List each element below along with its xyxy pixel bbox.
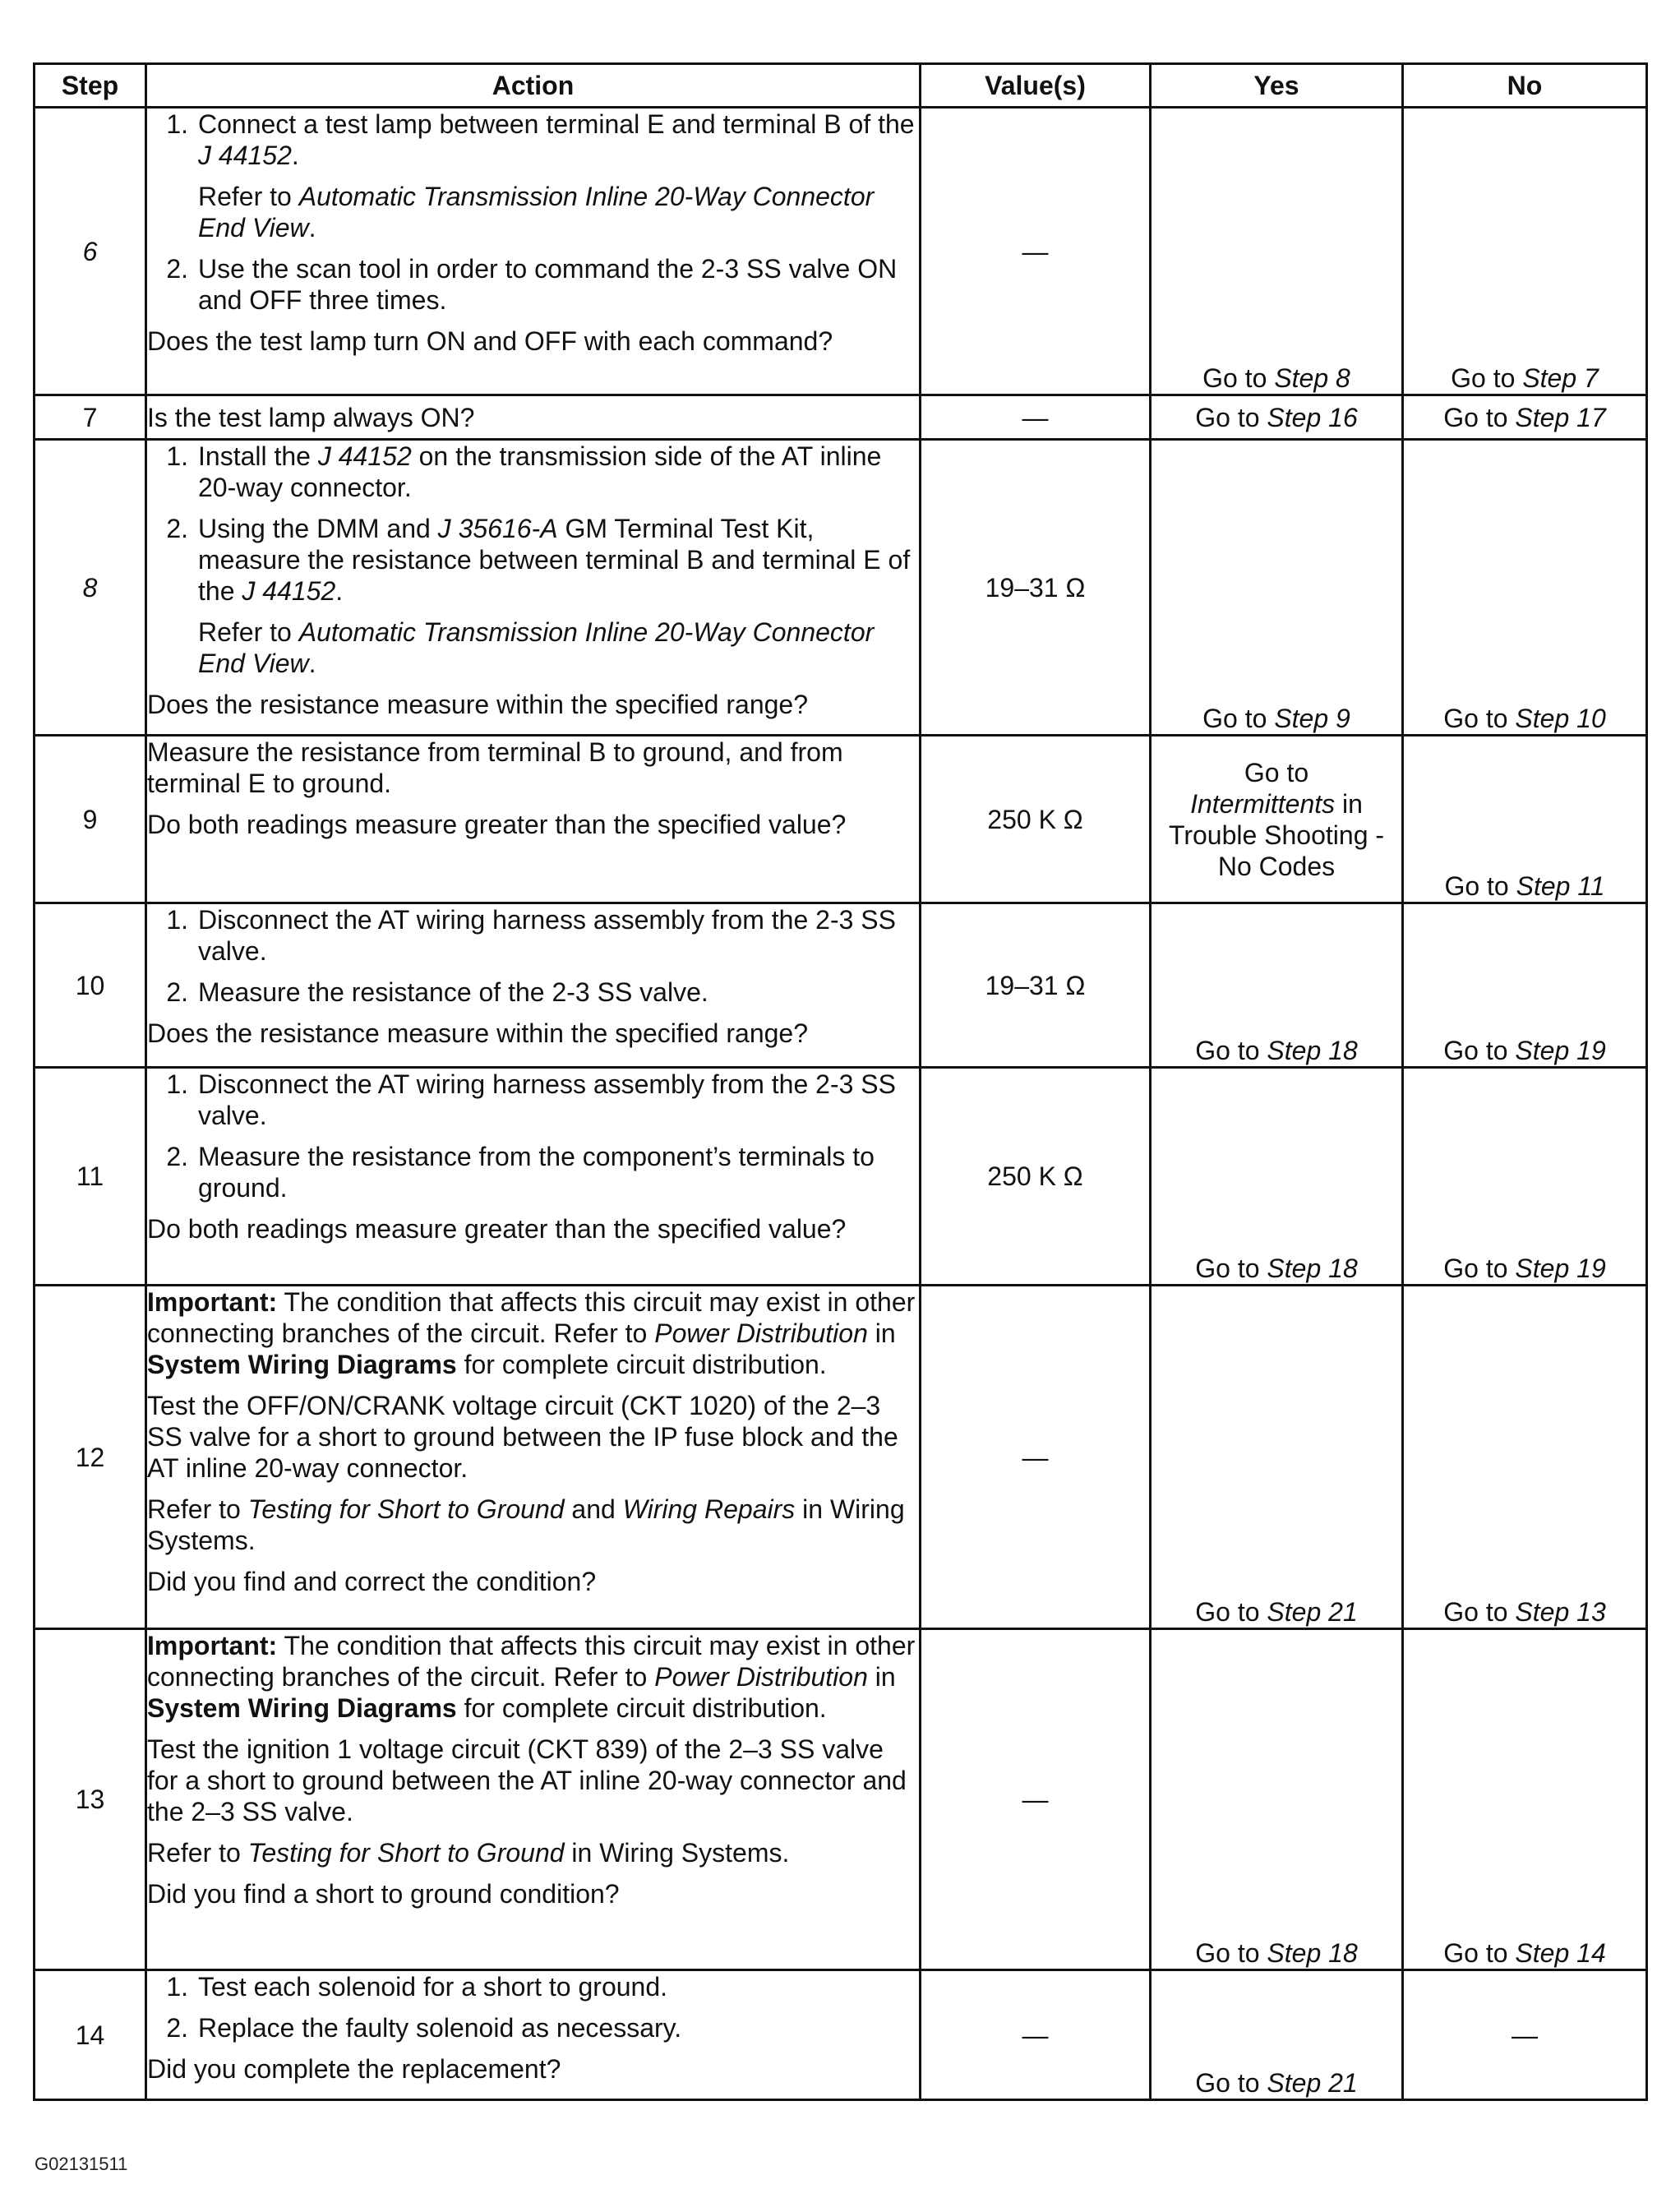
list-text: Measure the resistance of the 2-3 SS valve. bbox=[198, 977, 708, 1007]
no-cell: Go to Step 10 bbox=[1403, 440, 1647, 736]
list-number: 1. bbox=[166, 1972, 188, 2002]
table-row bbox=[35, 108, 1647, 395]
list-number: 2. bbox=[166, 2013, 188, 2043]
list-text: Disconnect the AT wiring harness assembly from the 2-3 SS valve. bbox=[198, 1069, 896, 1130]
step-number: 8 bbox=[35, 440, 146, 736]
value-cell: 250 K Ω bbox=[921, 1068, 1151, 1286]
action-cell bbox=[146, 1970, 921, 2100]
no-cell: Go to Step 19 bbox=[1403, 1068, 1647, 1286]
step-number: 6 bbox=[35, 108, 146, 395]
no-cell: Go to Step 7 bbox=[1403, 108, 1647, 395]
reference-text: Refer to Automatic Transmission Inline 20-Way Connector End View. bbox=[198, 182, 875, 242]
value-cell: — bbox=[921, 1629, 1151, 1970]
table-row bbox=[35, 736, 1647, 903]
yes-cell: Go to Step 18 bbox=[1151, 1068, 1403, 1286]
value-cell: 19–31 Ω bbox=[921, 440, 1151, 736]
list-text: Use the scan tool in order to command the 2-3 SS valve ON and OFF three times. bbox=[198, 254, 898, 315]
yes-cell: Go to Step 21 bbox=[1151, 1970, 1403, 2100]
value-cell: 250 K Ω bbox=[921, 736, 1151, 903]
question-text: Did you find a short to ground condition? bbox=[147, 1879, 620, 1909]
step-number: 14 bbox=[35, 1970, 146, 2100]
list-item bbox=[147, 1141, 919, 1203]
list-number: 2. bbox=[166, 977, 188, 1007]
list-number: 1. bbox=[166, 441, 188, 471]
header-action: Action bbox=[146, 64, 921, 108]
question-text: Do both readings measure greater than the specified value? bbox=[147, 1214, 847, 1244]
step-number: 7 bbox=[35, 395, 146, 440]
list-item bbox=[147, 441, 919, 503]
list-text: Connect a test lamp between terminal E and terminal B of the J 44152. bbox=[198, 109, 915, 170]
action-cell bbox=[146, 1068, 921, 1286]
action-cell bbox=[146, 903, 921, 1068]
yes-cell: Go to Step 16 bbox=[1151, 395, 1403, 440]
table-row bbox=[35, 903, 1647, 1068]
question-text: Does the test lamp turn ON and OFF with each command? bbox=[147, 326, 833, 356]
no-cell: Go to Step 19 bbox=[1403, 903, 1647, 1068]
list-text: Disconnect the AT wiring harness assembly from the 2-3 SS valve. bbox=[198, 905, 896, 966]
action-cell bbox=[146, 440, 921, 736]
important-note: Important: The condition that affects this circuit may exist in other connecting branches of the circuit. Refer to Power Distribution in System Wiring Diagrams for complete circuit distribution. bbox=[147, 1631, 916, 1723]
question-text: Does the resistance measure within the specified range? bbox=[147, 1018, 808, 1048]
list-number: 2. bbox=[166, 254, 188, 284]
list-text: Using the DMM and J 35616-A GM Terminal Test Kit, measure the resistance between terminal B and terminal E of the J 44152. bbox=[198, 514, 911, 606]
reference-text: Refer to Automatic Transmission Inline 20-Way Connector End View. bbox=[198, 617, 875, 678]
yes-cell: Go to Step 18 bbox=[1151, 1629, 1403, 1970]
no-cell: Go to Step 14 bbox=[1403, 1629, 1647, 1970]
reference-text: Refer to Testing for Short to Ground in Wiring Systems. bbox=[147, 1838, 790, 1868]
action-cell bbox=[146, 395, 921, 440]
list-item bbox=[147, 904, 919, 967]
yes-cell: Go to Step 9 bbox=[1151, 440, 1403, 736]
table-row bbox=[35, 440, 1647, 736]
list-text: Replace the faulty solenoid as necessary. bbox=[198, 2013, 682, 2043]
step-number: 12 bbox=[35, 1286, 146, 1629]
list-number: 1. bbox=[166, 905, 188, 935]
yes-cell: Go to Intermittents in Trouble Shooting - No Codes bbox=[1151, 736, 1403, 903]
header-yes: Yes bbox=[1151, 64, 1403, 108]
list-item bbox=[147, 1069, 919, 1131]
action-cell bbox=[146, 108, 921, 395]
list-item bbox=[147, 2012, 919, 2043]
action-text: Test the ignition 1 voltage circuit (CKT 839) of the 2–3 SS valve for a short to ground between the AT inline 20-way connector and the 2–3 SS valve. bbox=[147, 1734, 907, 1826]
header-step: Step bbox=[35, 64, 146, 108]
list-text: Test each solenoid for a short to ground. bbox=[198, 1972, 668, 2002]
yes-cell: Go to Step 21 bbox=[1151, 1286, 1403, 1629]
value-cell: — bbox=[921, 108, 1151, 395]
list-text: Measure the resistance from the component’s terminals to ground. bbox=[198, 1142, 875, 1203]
list-item bbox=[147, 1971, 919, 2002]
action-cell bbox=[146, 1629, 921, 1970]
question-text: Is the test lamp always ON? bbox=[147, 402, 475, 432]
list-text: Install the J 44152 on the transmission side of the AT inline 20-way connector. bbox=[198, 441, 882, 502]
yes-cell: Go to Step 18 bbox=[1151, 903, 1403, 1068]
action-cell bbox=[146, 736, 921, 903]
table-row bbox=[35, 1068, 1647, 1286]
no-cell: Go to Step 11 bbox=[1403, 736, 1647, 903]
list-item bbox=[147, 513, 919, 607]
value-cell: 19–31 Ω bbox=[921, 903, 1151, 1068]
step-number: 11 bbox=[35, 1068, 146, 1286]
action-cell bbox=[146, 1286, 921, 1629]
question-text: Did you find and correct the condition? bbox=[147, 1567, 597, 1596]
no-cell: — bbox=[1403, 1970, 1647, 2100]
list-number: 2. bbox=[166, 514, 188, 543]
yes-cell: Go to Step 8 bbox=[1151, 108, 1403, 395]
header-no: No bbox=[1403, 64, 1647, 108]
document-code: G02131511 bbox=[35, 2154, 128, 2174]
question-text: Did you complete the replacement? bbox=[147, 2054, 561, 2084]
table-row bbox=[35, 1629, 1647, 1970]
step-number: 10 bbox=[35, 903, 146, 1068]
list-item bbox=[147, 977, 919, 1008]
list-item bbox=[147, 109, 919, 171]
list-item bbox=[147, 253, 919, 316]
value-cell: — bbox=[921, 395, 1151, 440]
no-cell: Go to Step 17 bbox=[1403, 395, 1647, 440]
question-text: Does the resistance measure within the specified range? bbox=[147, 690, 808, 719]
value-cell: — bbox=[921, 1286, 1151, 1629]
header-values: Value(s) bbox=[921, 64, 1151, 108]
table-row bbox=[35, 1286, 1647, 1629]
reference-text: Refer to Testing for Short to Ground and Wiring Repairs in Wiring Systems. bbox=[147, 1494, 905, 1555]
diagnostic-table bbox=[33, 62, 1648, 2101]
list-number: 1. bbox=[166, 109, 188, 139]
table-row bbox=[35, 1970, 1647, 2100]
action-text: Test the OFF/ON/CRANK voltage circuit (CKT 1020) of the 2–3 SS valve for a short to ground between the IP fuse block and the AT inline 20-way connector. bbox=[147, 1391, 898, 1483]
step-number: 9 bbox=[35, 736, 146, 903]
value-cell: — bbox=[921, 1970, 1151, 2100]
header-row bbox=[35, 64, 1647, 108]
important-note: Important: The condition that affects this circuit may exist in other connecting branches of the circuit. Refer to Power Distribution in System Wiring Diagrams for complete circuit distribution. bbox=[147, 1287, 916, 1379]
table-row bbox=[35, 395, 1647, 440]
question-text: Do both readings measure greater than the specified value? bbox=[147, 810, 847, 839]
list-number: 2. bbox=[166, 1142, 188, 1171]
action-text: Measure the resistance from terminal B to ground, and from terminal E to ground. bbox=[147, 737, 843, 798]
list-number: 1. bbox=[166, 1069, 188, 1099]
step-number: 13 bbox=[35, 1629, 146, 1970]
no-cell: Go to Step 13 bbox=[1403, 1286, 1647, 1629]
